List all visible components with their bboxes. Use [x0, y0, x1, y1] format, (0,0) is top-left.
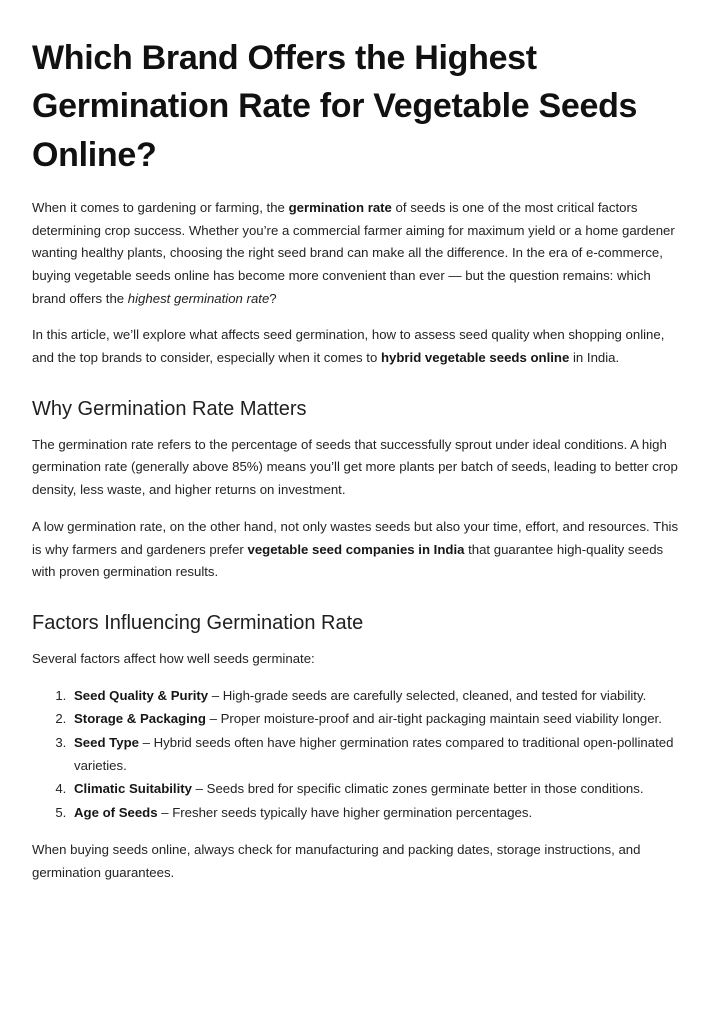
page-title: Which Brand Offers the Highest Germination Rate for Vegetable Seeds Online? — [32, 39, 638, 174]
list-item: 1. Seed Quality & Purity – High-grade seeds are carefully selected, cleaned, and tested for viability. — [70, 685, 686, 708]
intro-section — [32, 197, 686, 370]
paragraph: When buying seeds online, always check for manufacturing and packing dates, storage instructions, and germination guarantees. — [32, 841, 641, 880]
section-heading: Factors Influencing Germination Rate — [32, 611, 364, 634]
paragraph: Several factors affect how well seeds germinate: — [32, 650, 315, 666]
list-item: 5. Age of Seeds – Fresher seeds typically have higher germination percentages. — [70, 802, 686, 825]
paragraph: The germination rate refers to the percentage of seeds that successfully sprout under ideal conditions. A high germination rate (generally above 85%) means you’ll get more plants per batch of seeds, leading to better crop density, less waste, and higher returns on investment. — [32, 436, 678, 498]
factors-list — [32, 685, 686, 825]
paragraph: In this article, we’ll explore what affects seed germination, how to assess seed quality when shopping online, and the top brands to consider, especially when it comes to hybrid vegetable seeds online in India. — [32, 327, 665, 366]
list-item: 4. Climatic Suitability – Seeds bred for specific climatic zones germinate better in those conditions. — [70, 778, 686, 801]
section-why-germination-rate-matters — [32, 396, 686, 584]
paragraph: When it comes to gardening or farming, the germination rate of seeds is one of the most critical factors determining crop success. Whether you’re a commercial farmer aiming for maximum yield or a home gardener wanting healthy plants, choosing the right seed brand can make all the difference. In the era of e-commerce, buying vegetable seeds online has become more convenient than ever — but the question remains: which brand offers the highest germination rate? — [32, 199, 675, 306]
section-heading: Why Germination Rate Matters — [32, 397, 307, 420]
list-item: 3. Seed Type – Hybrid seeds often have higher germination rates compared to traditional open-pollinated varieties. — [70, 732, 686, 777]
list-item: 2. Storage & Packaging – Proper moisture-proof and air-tight packaging maintain seed viability longer. — [70, 708, 686, 731]
paragraph: A low germination rate, on the other hand, not only wastes seeds but also your time, effort, and resources. This is why farmers and gardeners prefer vegetable seed companies in India that guarantee high-quality seeds with proven germination results. — [32, 518, 679, 580]
section-factors-influencing-germination-rate — [32, 610, 686, 884]
